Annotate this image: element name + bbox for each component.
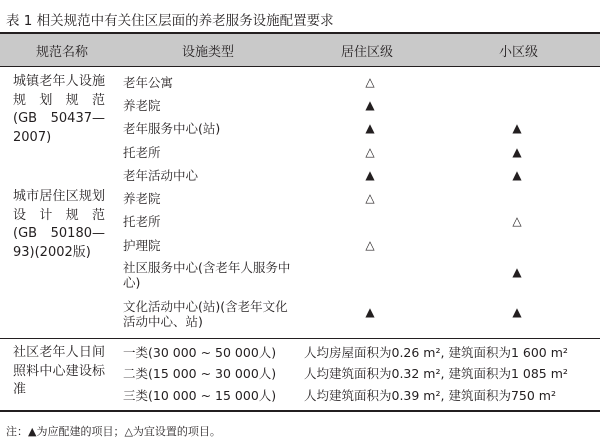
facility-cell: 养老院: [123, 98, 161, 113]
residential-mark: ▲: [365, 98, 375, 112]
residential-mark: ▲: [365, 121, 375, 135]
facility-cell: 老年服务中心(站): [123, 121, 221, 136]
header-standard: 规范名称: [36, 45, 89, 60]
community-mark: △: [512, 214, 522, 228]
community-mark: ▲: [512, 145, 522, 159]
facility-cell: 三类(10 000 ~ 15 000人): [123, 388, 277, 403]
standard-name-line: 社区老年人日间照料中心建设标准: [13, 345, 105, 397]
facility-cell: 托老所: [123, 145, 161, 160]
facility-cell: 社区服务中心(含老年人服务中心): [123, 260, 291, 290]
community-mark: ▲: [512, 265, 522, 279]
header-community: 小区级: [499, 45, 539, 60]
community-mark: ▲: [512, 121, 522, 135]
requirement-cell: 人均房屋面积为0.26 m², 建筑面积为1 600 m²: [304, 345, 568, 360]
standard-name-line: 城镇老年人设施规划规范: [13, 74, 105, 108]
facility-cell: 二类(15 000 ~ 30 000人): [123, 366, 277, 381]
table-caption: 表 1 相关规范中有关住区层面的养老服务设施配置要求: [6, 13, 334, 29]
requirement-cell: 人均建筑面积为0.39 m², 建筑面积为750 m²: [304, 388, 556, 403]
community-mark: ▲: [512, 168, 522, 182]
residential-mark: △: [365, 191, 375, 205]
standard-name: [13, 188, 105, 262]
standard-name-code: (GB 50437—2007): [13, 111, 105, 145]
residential-mark: ▲: [365, 168, 375, 182]
facility-cell: 养老院: [123, 191, 161, 206]
facility-cell: 文化活动中心(站)(含老年文化活动中心、站): [123, 299, 288, 329]
table-bottom-rule: [0, 410, 600, 412]
residential-mark: △: [365, 238, 375, 252]
residential-mark: △: [365, 145, 375, 159]
standard-name: [13, 73, 105, 147]
group-rule: [0, 66, 600, 67]
facility-cell: 老年公寓: [123, 75, 174, 90]
community-mark: ▲: [512, 305, 522, 319]
facility-cell: 托老所: [123, 214, 161, 229]
facility-cell: 护理院: [123, 238, 161, 253]
facility-cell: 一类(30 000 ~ 50 000人): [123, 345, 277, 360]
requirement-cell: 人均建筑面积为0.32 m², 建筑面积为1 085 m²: [304, 366, 568, 381]
header-facility: 设施类型: [182, 45, 235, 60]
group-rule: [0, 338, 600, 339]
residential-mark: ▲: [365, 305, 375, 319]
residential-mark: △: [365, 75, 375, 89]
header-residential: 居住区级: [341, 45, 394, 60]
standard-name-line: 城市居住区规划设计规范: [13, 189, 105, 223]
table-note: 注：▲为应配建的项目；△为宜设置的项目。: [6, 425, 221, 438]
standard-name: [13, 344, 105, 400]
standard-name-code: (GB 50180—93)(2002版): [13, 226, 105, 260]
facility-cell: 老年活动中心: [123, 168, 199, 183]
